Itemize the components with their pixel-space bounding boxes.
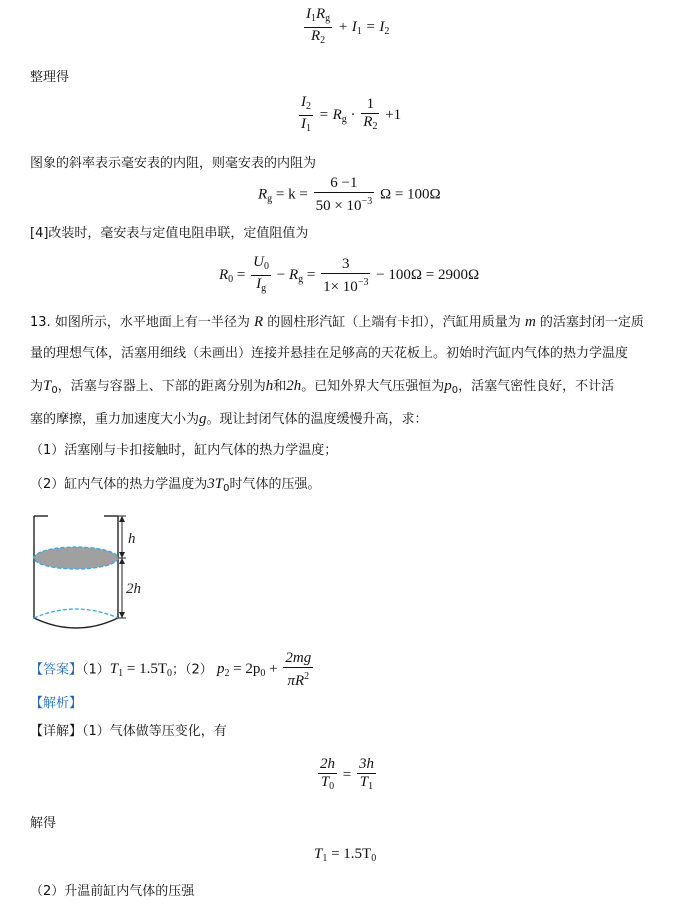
text-step4: [4]改装时，毫安表与定值电阻串联，定值阻值为 <box>30 226 309 241</box>
detail-line-1: 【详解】（1）气体做等压变化，有 <box>30 724 227 739</box>
formula-3: $R_g = k$ = $\frac{6 -1}{50 \times 10^{-3}}$ Ω = 100Ω <box>258 175 441 214</box>
question-13-line-1: 13. 如图所示，水平地面上有一半径为 R 的圆柱形汽缸（上端有卡扣），汽缸用质量为 m 的活塞封闭一定质 <box>30 314 644 330</box>
cylinder-figure <box>28 512 158 638</box>
formula-2: $\frac{I_2}{I_1}$ = $R_g$ · $\frac{1}{R_2}$ +1 <box>301 94 402 134</box>
formula-text: 3 <box>321 256 370 274</box>
question-13-line-2: 量的理想气体，活塞用细线（未画出）连接并悬挂在足够高的天花板上。初始时汽缸内气体的热力学温度 <box>30 346 629 361</box>
formula-text: 6 −1 <box>314 175 375 193</box>
sub-question-1: （1）活塞刚与卡扣接触时，缸内气体的热力学温度； <box>30 443 338 458</box>
label-h: h <box>128 531 136 547</box>
formula-text: −3 <box>357 276 369 288</box>
formula-1: $\frac{I_1R_g}{R_2}$ + $I_1 = I_2$ <box>306 6 390 46</box>
detail-line-2: （2）升温前缸内气体的压强 <box>30 884 195 899</box>
formula-text: +1 <box>385 106 402 123</box>
formula-text: − 100Ω = 2900Ω <box>376 266 480 283</box>
formula-text: + I <box>337 18 357 35</box>
text-slope: 图象的斜率表示毫安表的内阻，则毫安表的内阻为 <box>30 156 317 171</box>
formula-text: = I <box>365 18 385 35</box>
detail-tag: 【详解】 <box>30 724 83 739</box>
formula-4: $R_0$ = $\frac{U_0}{I_g}$ − $R_g$ = $\frac{3}{1\times 10^{-3}}$ − 100Ω = 2900Ω <box>219 254 480 295</box>
piston <box>34 547 118 569</box>
formula-text: −3 <box>361 196 373 207</box>
formula-result: $T_1 = 1.5T_0$ <box>314 846 377 864</box>
formula-text: 1× 10 <box>323 278 358 295</box>
formula-text: = k = <box>275 186 308 203</box>
question-13-line-4: 塞的摩擦，重力加速度大小为g。现让封闭气体的温度缓慢升高，求： <box>30 411 428 427</box>
formula-text: Ω = 100Ω <box>379 186 441 203</box>
formula-text: = R <box>318 106 342 123</box>
formula-ratio: $\frac{2h}{T_0}$ = $\frac{3h}{T_1}$ <box>320 756 374 792</box>
text-zhengli: 整理得 <box>30 70 70 85</box>
question-13-line-3: 为$T_0$，活塞与容器上、下部的距离分别为h和2h。已知外界大气压强恒为$p_0$，活塞气密性良好，不计活 <box>30 378 615 396</box>
text-jiede: 解得 <box>30 816 57 831</box>
label-2h: 2h <box>126 581 141 597</box>
formula-text: 50 × 10 <box>315 198 362 214</box>
analysis-tag: 【解析】 <box>30 696 83 711</box>
answer-line: 【答案】$(1)T_1 = 1.5T_0$；（2） $p_2 = 2p_0$ + $\frac{2mg}{\pi R^2}$ <box>30 650 312 689</box>
sub-question-2: （2）缸内气体的热力学温度为$3T_0$时气体的压强。 <box>30 476 321 494</box>
answer-tag: 【答案】 <box>30 662 83 678</box>
